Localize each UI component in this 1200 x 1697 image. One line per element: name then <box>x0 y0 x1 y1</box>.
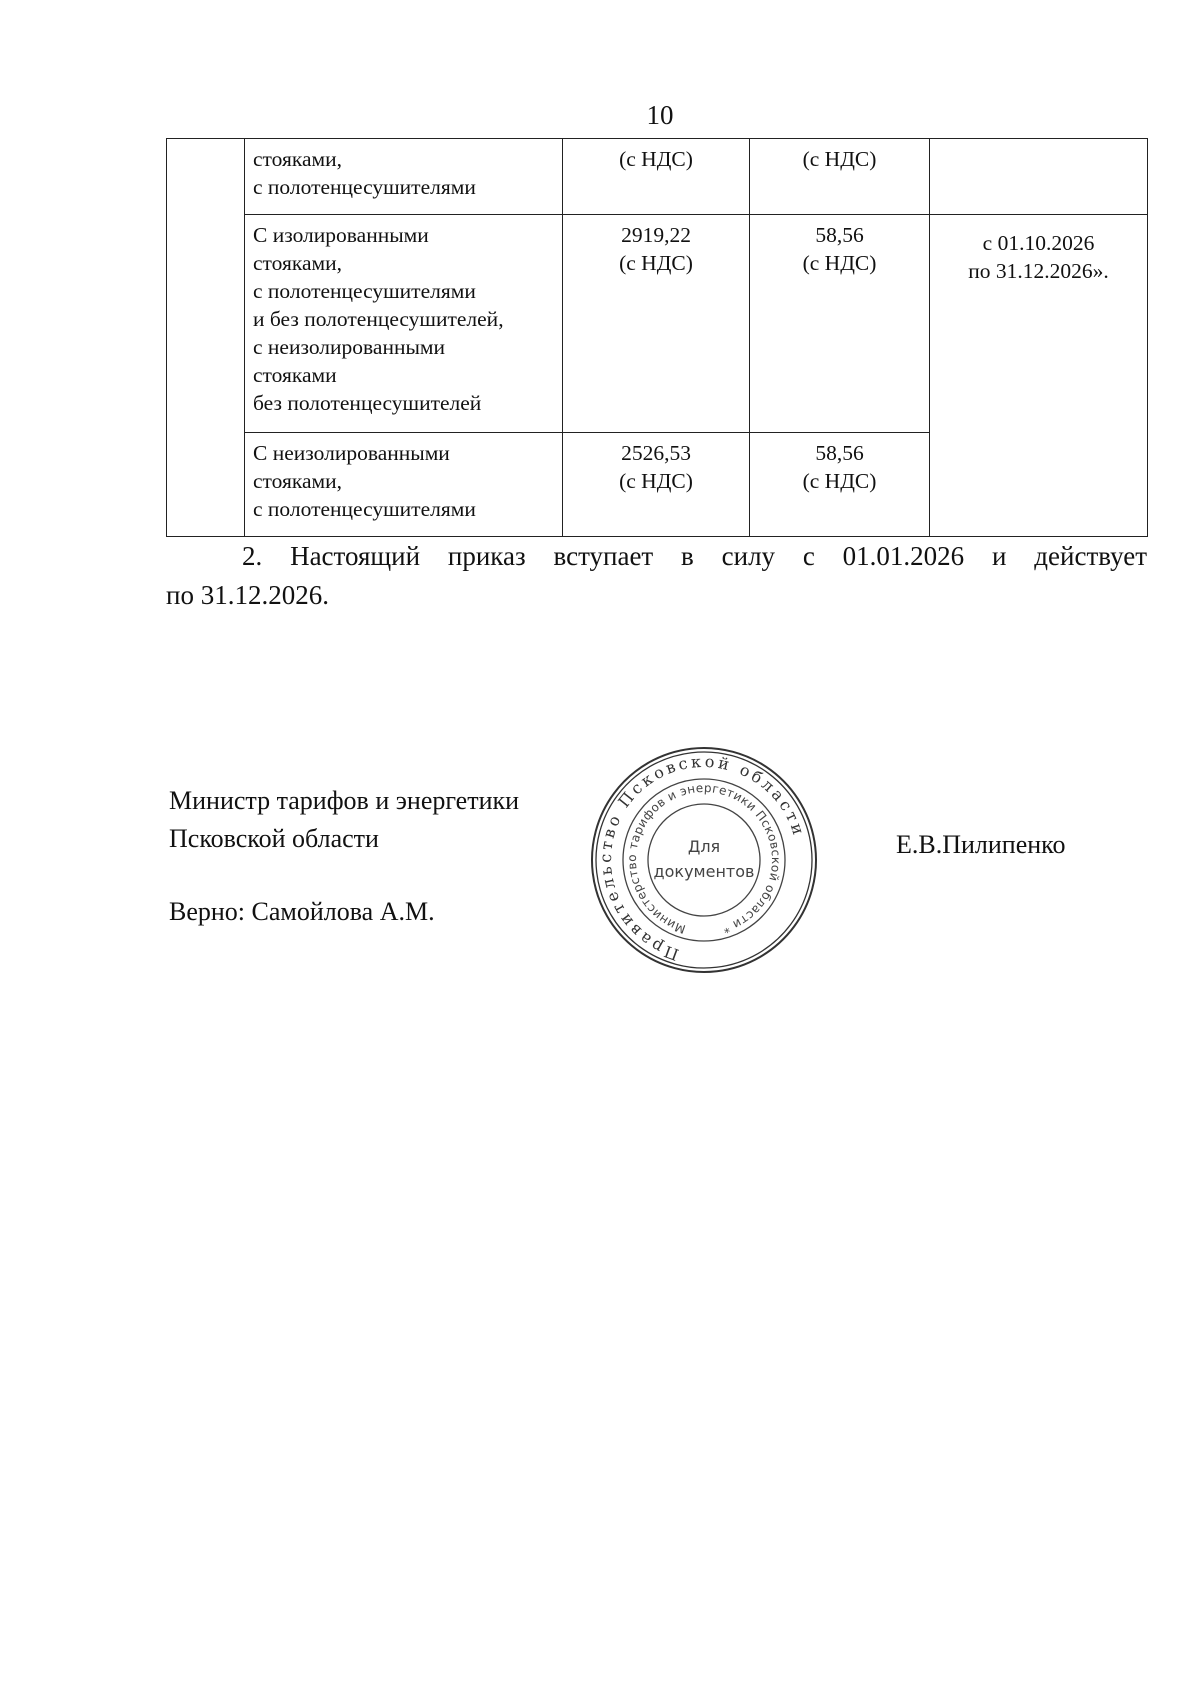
seal-center-line-1: Для <box>687 837 721 856</box>
table-row <box>167 215 1148 433</box>
cell-text: стояками <box>253 363 337 387</box>
cell-text: 2526,53 <box>621 441 691 465</box>
effective-date-paragraph-end: по 31.12.2026. <box>166 580 329 610</box>
value-2-cell <box>750 139 930 215</box>
row-number-cell <box>167 139 245 537</box>
cell-text: стояками, <box>253 469 343 493</box>
cell-text: (с НДС) <box>802 251 877 275</box>
cell-text: без полотенцесушителей <box>253 391 482 415</box>
cell-text: и без полотенцесушителей, <box>253 307 504 331</box>
cell-text: (с НДС) <box>619 147 693 171</box>
cell-text: (с НДС) <box>619 469 693 493</box>
official-seal <box>589 745 819 975</box>
value-1-cell <box>563 215 750 433</box>
description-cell <box>245 433 563 537</box>
seal-rings <box>589 745 819 975</box>
value-1-cell <box>563 139 750 215</box>
page-number: 10 <box>646 100 674 130</box>
seal-inner-text: Министерство тарифов и энергетики Псковской области * <box>624 780 784 937</box>
value-2-cell <box>750 433 930 537</box>
seal-outer-text: Правительство Псковской области <box>595 751 810 965</box>
cell-text: С неизолированными <box>253 441 450 465</box>
cell-text: с неизолированными <box>253 335 446 359</box>
tariff-table <box>166 138 1148 537</box>
description-cell <box>245 139 563 215</box>
cell-text: (с НДС) <box>802 469 877 493</box>
cell-text: с полотенцесушителями <box>253 175 476 199</box>
cell-text: 58,56 <box>815 223 864 247</box>
effective-date-paragraph: 2. Настоящий приказ вступает в силу с 01.01.2026 и действует <box>242 541 1147 571</box>
cell-text: 2919,22 <box>621 223 691 247</box>
cell-text: с полотенцесушителями <box>253 497 476 521</box>
certified-copy-note: Верно: Самойлова А.М. <box>169 897 435 926</box>
cell-text: (с НДС) <box>802 147 877 171</box>
cell-text: (с НДС) <box>619 251 693 275</box>
signatory-position-line-2: Псковской области <box>169 824 379 853</box>
cell-text: стояками, <box>253 251 343 275</box>
description-cell <box>245 215 563 433</box>
cell-text: С изолированными <box>253 223 429 247</box>
cell-text: стояками, <box>253 147 343 171</box>
signatory-position-line-1: Министр тарифов и энергетики <box>169 786 520 815</box>
value-1-cell <box>563 433 750 537</box>
cell-text: 58,56 <box>815 441 864 465</box>
table-row <box>167 139 1148 215</box>
cell-text: с 01.10.2026 <box>982 231 1095 255</box>
signatory-name: Е.В.Пилипенко <box>896 830 1066 859</box>
seal-center-line-2: документов <box>653 862 755 881</box>
cell-text: по 31.12.2026». <box>968 259 1109 283</box>
period-cell <box>930 215 1148 537</box>
period-cell <box>930 139 1148 215</box>
cell-text: с полотенцесушителями <box>253 279 476 303</box>
value-2-cell <box>750 215 930 433</box>
